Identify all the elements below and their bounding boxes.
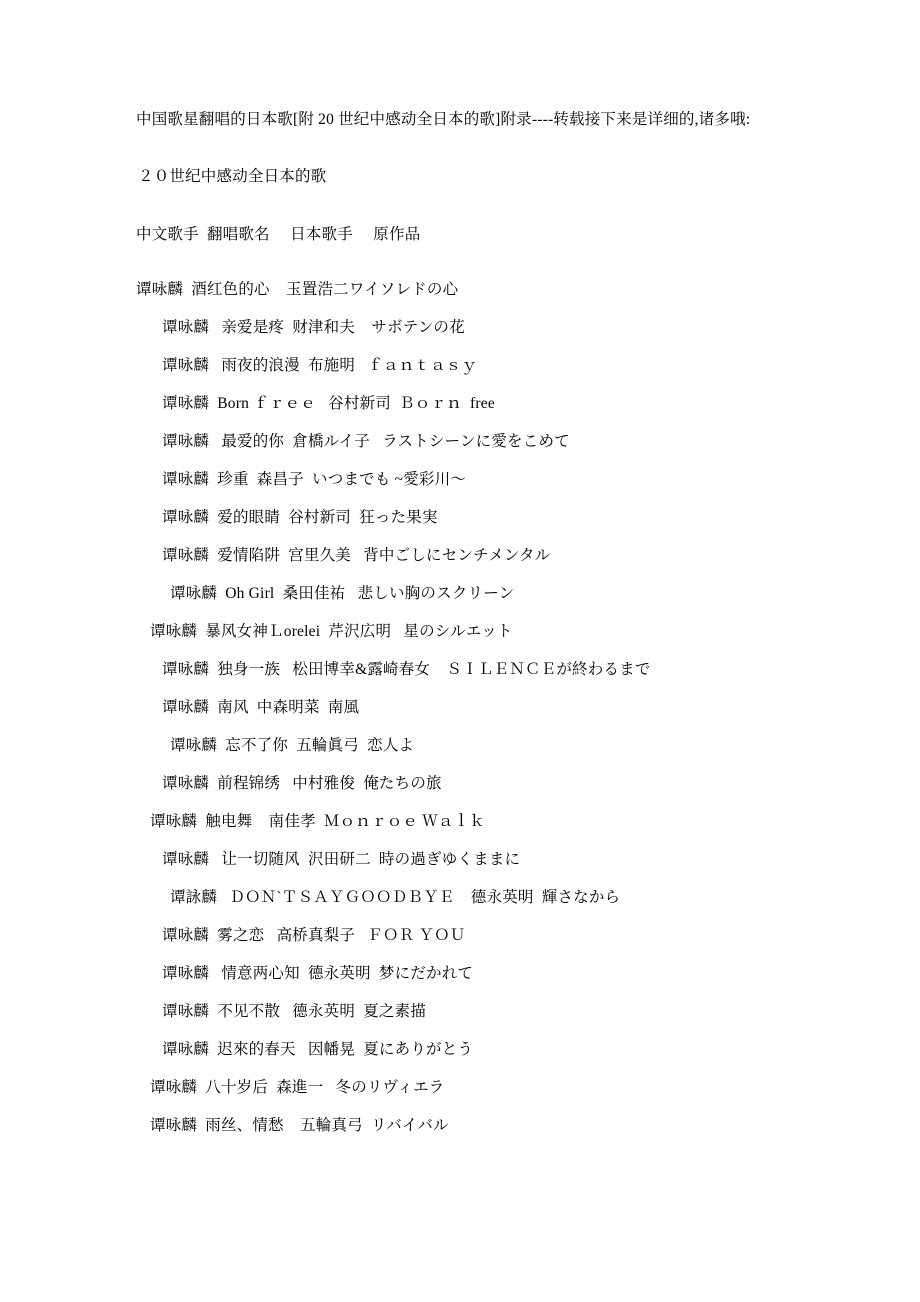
list-item: 谭咏麟 前程锦绣 中村雅俊 俺たちの旅 (162, 774, 442, 792)
list-item: 谭咏麟 雾之恋 高桥真梨子 ＦＯＲ ＹＯＵ (162, 926, 466, 944)
list-item: 谭咏麟 酒红色的心 玉置浩二ワイソレドの心 (136, 280, 459, 298)
list-item: 谭咏麟 触电舞 南佳孝 Ｍｏｎｒｏｅ Ｗａｌｋ (150, 812, 485, 830)
list-item: 谭咏麟 爱的眼睛 谷村新司 狂った果実 (162, 508, 438, 526)
list-item: 谭咏麟 最爱的你 倉橋ルイ子 ラストシーンに愛をこめて (162, 432, 570, 450)
list-item: 谭咏麟 Born ｆｒｅｅ 谷村新司 Ｂｏｒｎ free (162, 394, 495, 412)
column-header: 中文歌手 翻唱歌名 日本歌手 原作品 (136, 225, 421, 243)
list-item: 谭咏麟 忘不了你 五輪眞弓 恋人よ (170, 736, 415, 754)
song-list (136, 282, 824, 1156)
list-item: 谭咏麟 亲爱是疼 财津和夫 サボテンの花 (162, 318, 465, 336)
list-item: 谭咏麟 情意两心知 德永英明 梦にだかれて (162, 964, 474, 982)
list-item: 谭咏麟 迟來的春天 因幡晃 夏にありがとう (162, 1040, 474, 1058)
list-item: 谭咏麟 不见不散 德永英明 夏之素描 (162, 1002, 427, 1020)
list-item: 谭咏麟 爱情陷阱 宫里久美 背中ごしにセンチメンタル (162, 546, 551, 564)
list-item: 谭咏麟 雨夜的浪漫 布施明 ｆａｎｔａｓｙ (162, 356, 478, 374)
page-title: 中国歌星翻唱的日本歌[附 20 世纪中感动全日本的歌]附录----转载接下来是详细的,诸多哦: (136, 111, 751, 128)
list-item: 谭咏麟 Oh Girl 桑田佳祐 悲しい胸のスクリーン (170, 584, 515, 602)
list-item: 谭咏麟 珍重 森昌子 いつまでも ~愛彩川～ (162, 470, 467, 488)
document-subtitle: ２０世纪中感动全日本的歌 (138, 168, 327, 186)
list-item: 谭咏麟 让一切随风 沢田研二 時の過ぎゆくままに (162, 850, 521, 868)
list-item: 谭咏麟 雨丝、情愁 五輪真弓 リバイバル (150, 1116, 449, 1134)
list-item: 谭詠麟 ＤＯＮ`ＴＳＡＹＧＯＯＤＢＹＥ 德永英明 輝さなから (170, 888, 621, 906)
list-item: 谭咏麟 独身一族 松田博幸&露崎春女 ＳＩＬＥＮＣＥが終わるまで (162, 660, 651, 678)
list-item: 谭咏麟 八十岁后 森進一 冬のリヴィエラ (150, 1078, 445, 1096)
list-item: 谭咏麟 南风 中森明菜 南風 (162, 698, 360, 716)
list-item: 谭咏麟 暴风女神Ｌorelei 芹沢広明 星のシルエット (150, 622, 513, 640)
